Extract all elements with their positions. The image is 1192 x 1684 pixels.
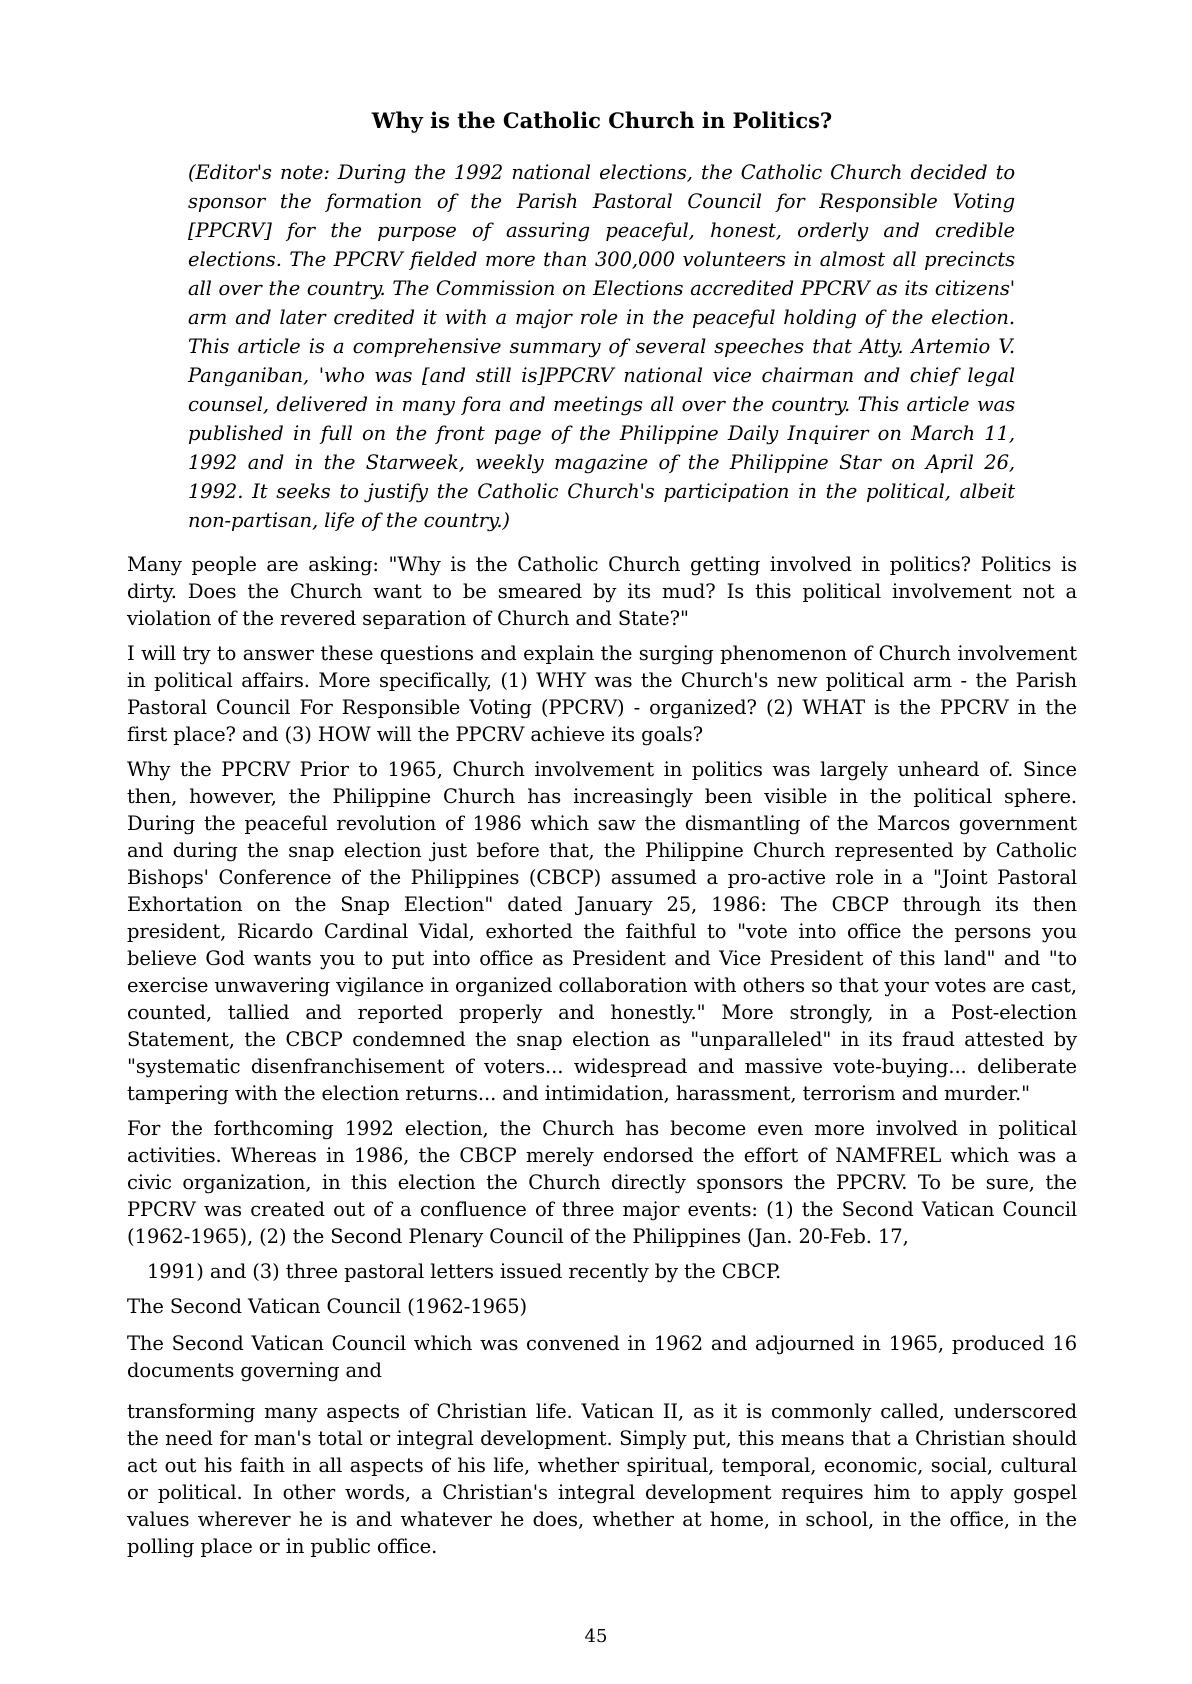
paragraph-why-ppcrv: Why the PPCRV Prior to 1965, Church involvement in politics was largely unheard of. Since then, however, the Philippine Church has increasingly been visible in the political sphere. During the peaceful revolution of 1986 which saw the dismantling of the Marcos government and during the snap election just before that, the Philippine Church represented by Catholic Bishops' Conference of the Philippines (CBCP) assumed a pro-active role in a "Joint Pastoral Exhortation on the Snap Election" dated January 25, 1986: The CBCP through its then president, Ricardo Cardinal Vidal, exhorted the faithful to "vote into office the persons you believe God wants you to put into office as President and Vice President of this land" and "to exercise unwavering vigilance in organized collaboration with others so that your votes are cast, counted, tallied and reported properly and honestly." More strongly, in a Post-election Statement, the CBCP condemned the snap election as "unparalleled" in its fraud attested by "systematic disenfranchisement of voters... widespread and massive vote-buying... deliberate tampering with the election returns... and intimidation, harassment, terrorism and murder." xyxy=(127,758,1077,1105)
paragraph-answer-outline: I will try to answer these questions and explain the surging phenomenon of Church involvement in political affairs. More specifically, (1) WHY was the Church's new political arm - the Parish Pastoral Council For Responsible Voting (PPCRV) - organized? (2) WHAT is the PPCRV in the first place? and (3) HOW will the PPCRV achieve its goals? xyxy=(127,642,1077,746)
paragraph-continuation: 1991) and (3) three pastoral letters issued recently by the CBCP. xyxy=(147,1260,782,1283)
paragraph-vatican-documents: The Second Vatican Council which was convened in 1962 and adjourned in 1965, produced 16 documents governing and xyxy=(127,1332,1077,1382)
article-title: Why is the Catholic Church in Politics? xyxy=(371,108,833,133)
document-page xyxy=(127,108,1077,1568)
editors-note: (Editor's note: During the 1992 national elections, the Catholic Church decided to sponsor the formation of the Parish Pastoral Council for Responsible Voting [PPCRV] for the purpose of assuring peaceful, honest, orderly and credible elections. The PPCRV fielded more than 300,000 volunteers in almost all precincts all over the country. The Commission on Elections accredited PPCRV as its citizens' arm and later credited it with a major role in the peaceful holding of the election. This article is a comprehensive summary of several speeches that Atty. Artemio V. Panganiban, 'who was [and still is]PPCRV national vice chairman and chief legal counsel, delivered in many fora and meetings all over the country. This article was published in full on the front page of the Philippine Daily Inquirer on March 11, 1992 and in the Starweek, weekly magazine of the Philippine Star on April 26, 1992. It seeks to justify the Catholic Church's participation in the political, albeit non-partisan, life of the country.) xyxy=(188,161,1015,532)
paragraph-1992-election: For the forthcoming 1992 election, the Church has become even more involved in political activities. Whereas in 1986, the CBCP merely endorsed the effort of NAMFREL which was a civic organization, in this election the Church directly sponsors the PPCRV. To be sure, the PPCRV was created out of a confluence of three major events: (1) the Second Vatican Council (1962-1965), (2) the Second Plenary Council of the Philippines (Jan. 20-Feb. 17, xyxy=(127,1117,1077,1248)
section-heading-vatican-council: The Second Vatican Council (1962-1965) xyxy=(127,1295,528,1318)
paragraph-integral-development: transforming many aspects of Christian life. Vatican II, as it is commonly called, underscored the need for man's total or integral development. Simply put, this means that a Christian should act out his faith in all aspects of his life, whether spiritual, temporal, economic, social, cultural or political. In other words, a Christian's integral development requires him to apply gospel values wherever he is and whatever he does, whether at home, in school, in the office, in the polling place or in public office. xyxy=(127,1400,1077,1558)
page-number: 45 xyxy=(584,1626,608,1647)
paragraph-intro-questions: Many people are asking: "Why is the Catholic Church getting involved in politics? Politics is dirty. Does the Church want to be smeared by its mud? Is this political involvement not a violation of the revered separation of Church and State?" xyxy=(127,553,1077,630)
